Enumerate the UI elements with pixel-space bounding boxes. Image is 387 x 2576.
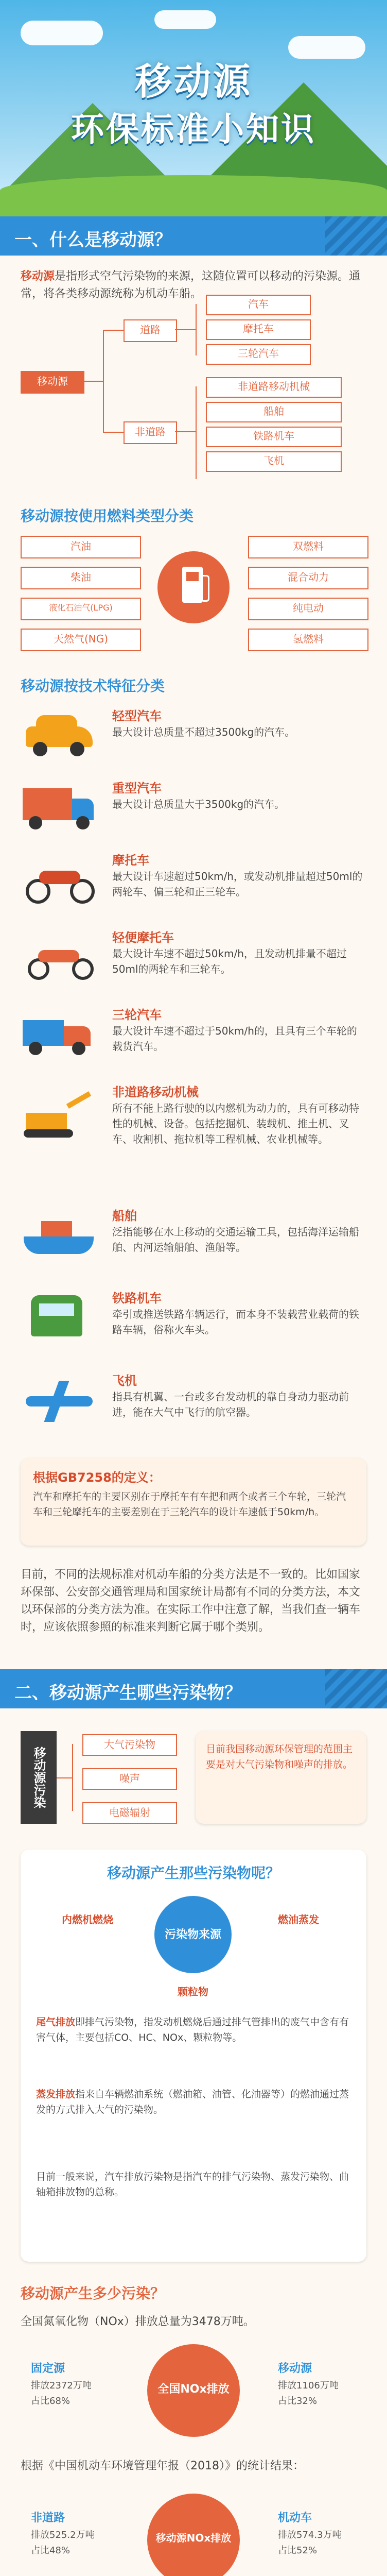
classification-note: 目前，不同的法规标准对机动车船的分类方法是不一致的。比如国家环保部、公安部交通管理局和国家统计局都有不同的分类方法，本文以环保部的分类方法为准。在实际工作中注意了解，当我们查一辆车时，应该依照参照的标准来判断它属于哪个类别。 bbox=[21, 1568, 361, 1634]
kind-item: 噪声 bbox=[82, 1768, 177, 1790]
fuel-left: 汽油 bbox=[21, 536, 141, 558]
vehicle-name: 飞机 bbox=[112, 1374, 137, 1388]
stripe-decoration bbox=[325, 1669, 387, 1708]
intro-bold: 移动源 bbox=[21, 270, 55, 283]
vehicle-ship bbox=[21, 1206, 366, 1278]
car-icon bbox=[21, 706, 98, 762]
locomotive-icon bbox=[21, 1288, 98, 1345]
section-number: 二、 bbox=[14, 1683, 49, 1703]
fuel-left: 液化石油气(LPG) bbox=[21, 598, 141, 620]
tree-branch-nonroad: 非道路 bbox=[124, 421, 177, 444]
source-center bbox=[154, 1896, 232, 1973]
yearbook-note: 根据《中国机动车环境管理年报（2018）》的统计结果： bbox=[21, 2460, 304, 2472]
fuel-right: 混合动力 bbox=[248, 567, 368, 589]
center-label: 全国NOx排放 bbox=[157, 2383, 230, 2396]
vehicle-tricycle bbox=[21, 1005, 366, 1066]
stat-pct: 占比52% bbox=[278, 2545, 318, 2556]
tree-line bbox=[175, 431, 196, 432]
vehicle-name: 重型汽车 bbox=[112, 781, 162, 795]
tree-leaf: 船舶 bbox=[206, 402, 342, 422]
kinds-note bbox=[196, 1731, 366, 1824]
section-2-header bbox=[0, 1669, 387, 1708]
section-2-title bbox=[14, 1679, 242, 1704]
tree-leaf: 飞机 bbox=[206, 451, 342, 472]
vehicle-name: 非道路移动机械 bbox=[112, 1085, 199, 1099]
cloud-icon bbox=[154, 10, 216, 29]
tree-line bbox=[196, 386, 197, 479]
vehicle-plane bbox=[21, 1370, 366, 1443]
nox-center-circle bbox=[147, 2344, 240, 2437]
stat-val: 排放574.3万吨 bbox=[278, 2530, 342, 2540]
nox-center-circle bbox=[147, 2494, 240, 2576]
fuel-right: 氢燃料 bbox=[248, 629, 368, 651]
stat-pct: 占比68% bbox=[31, 2396, 71, 2406]
hero-banner bbox=[0, 0, 387, 216]
exhaust-title: 尾气排放 bbox=[36, 2016, 76, 2028]
truck-icon bbox=[21, 778, 98, 835]
note-text: 汽车和摩托车的主要区别在于摩托车有车把和两个或者三个车轮，三轮汽车和三轮摩托车的主要差别在于三轮汽车的设计车速低于50km/h。 bbox=[33, 1491, 346, 1518]
vehicle-desc: 牵引或推送铁路车辆运行，而本身不装载营业载荷的铁路车辆，俗称火车头。 bbox=[112, 1308, 359, 1336]
stat-label: 机动车 bbox=[278, 2512, 312, 2524]
stat-label: 移动源 bbox=[278, 2362, 312, 2375]
vehicle-desc: 指具有机翼、一台或多台发动机的靠自身动力驱动前进，能在大气中飞行的航空器。 bbox=[112, 1391, 349, 1418]
vehicle-name: 三轮汽车 bbox=[112, 1008, 162, 1022]
stat-val: 排放1106万吨 bbox=[278, 2380, 339, 2391]
tree-leaf: 非道路移动机械 bbox=[206, 377, 342, 398]
source-label: 颗粒物 bbox=[178, 1986, 208, 1998]
kind-item: 大气污染物 bbox=[82, 1734, 177, 1756]
nox-lead: 全国氮氧化物（NOx）排放总量为3478万吨。 bbox=[21, 2315, 255, 2328]
tree-leaf: 铁路机车 bbox=[206, 427, 342, 447]
kind-item: 电磁辐射 bbox=[82, 1802, 177, 1824]
vehicle-desc: 最大设计车速不超过于50km/h的，且具有三个车轮的载货汽车。 bbox=[112, 1025, 357, 1053]
tree-line bbox=[196, 304, 197, 355]
tree-line bbox=[82, 381, 103, 382]
vehicle-non-road-machine bbox=[21, 1082, 366, 1195]
fuel-left: 天然气(NG) bbox=[21, 629, 141, 651]
source-label: 燃油蒸发 bbox=[278, 1913, 319, 1926]
exhaust-text: 即排气污染物，指发动机燃烧后通过排气管排出的废气中含有有害气体，主要包括CO、HC、NOx、颗粒物等。 bbox=[36, 2016, 349, 2043]
vehicle-name: 船舶 bbox=[112, 1209, 137, 1223]
stat-label: 非道路 bbox=[31, 2512, 65, 2524]
section-title-text: 移动源产生哪些污染物？ bbox=[49, 1683, 242, 1703]
tech-section-title: 移动源按技术特征分类 bbox=[21, 677, 165, 694]
tree-branch-road: 道路 bbox=[124, 319, 177, 342]
excavator-icon bbox=[21, 1082, 98, 1139]
kinds-label: 移动源污染 bbox=[21, 1731, 57, 1824]
plane-icon bbox=[21, 1370, 98, 1427]
section-1-intro bbox=[21, 268, 366, 303]
fuel-right: 纯电动 bbox=[248, 598, 368, 620]
tree-leaf: 三轮汽车 bbox=[206, 344, 311, 365]
definition-note bbox=[21, 1458, 366, 1546]
section-number: 一、 bbox=[14, 230, 49, 250]
vehicle-name: 摩托车 bbox=[112, 853, 149, 868]
tree-line bbox=[103, 330, 124, 331]
hero-title-line1: 移动源 bbox=[134, 60, 252, 103]
stat-val: 排放525.2万吨 bbox=[31, 2530, 95, 2540]
evap-title: 蒸发排放 bbox=[36, 2089, 76, 2100]
stat-pct: 占比32% bbox=[278, 2396, 318, 2406]
pollutant-source-card bbox=[21, 1850, 366, 2262]
vehicle-light-car bbox=[21, 706, 366, 768]
tree-leaf: 汽车 bbox=[206, 295, 311, 315]
source-label: 内燃机燃烧 bbox=[62, 1913, 113, 1926]
exhaust-block bbox=[36, 2014, 351, 2045]
vehicle-desc: 泛指能够在水上移动的交通运输工具，包括海洋运输船舶、内河运输船舶、渔船等。 bbox=[112, 1226, 359, 1253]
tree-line bbox=[103, 432, 124, 433]
vehicle-name: 铁路机车 bbox=[112, 1291, 162, 1306]
vehicle-motorcycle bbox=[21, 850, 366, 912]
evap-text: 指来自车辆燃油系统（燃油箱、油管、化油器等）的燃油通过蒸发的方式排入大气的污染物。 bbox=[36, 2089, 349, 2115]
center-label: 污染物来源 bbox=[164, 1928, 221, 1941]
fuel-pump-icon bbox=[157, 551, 230, 623]
stat-val: 排放2372万吨 bbox=[31, 2380, 92, 2391]
tree-line bbox=[72, 1744, 73, 1811]
tree-line bbox=[57, 1777, 72, 1778]
vehicle-heavy-truck bbox=[21, 778, 366, 840]
motorcycle-icon bbox=[21, 850, 98, 907]
section-1-title bbox=[14, 226, 172, 251]
fuel-right: 双燃料 bbox=[248, 536, 368, 558]
kinds-note-text: 目前我国移动源环保管理的范围主要是对大气污染物和噪声的排放。 bbox=[206, 1743, 353, 1770]
section-title-text: 什么是移动源？ bbox=[49, 230, 172, 250]
intro-text: 是指形式空气污染物的来源，这随位置可以移动的污染源。通常，将各类移动源统称为机动车船。 bbox=[21, 270, 361, 300]
tree-line bbox=[175, 329, 196, 330]
section-3-title: 移动源产生多少污染？ bbox=[21, 2285, 165, 2302]
vehicle-desc: 最大设计车速超过50km/h，或发动机排量超过50ml的两轮车、偏三轮和正三轮车。 bbox=[112, 870, 363, 898]
vehicle-desc: 最大设计总质量大于3500kg的汽车。 bbox=[112, 798, 285, 810]
tree-leaf: 摩托车 bbox=[206, 319, 311, 340]
which-title: 移动源产生那些污染物呢？ bbox=[107, 1865, 280, 1882]
tree-line bbox=[103, 330, 104, 433]
stripe-decoration bbox=[325, 216, 387, 256]
hero-title-line2: 环保标准小知识 bbox=[71, 111, 316, 149]
vehicle-name: 轻型汽车 bbox=[112, 709, 162, 723]
vehicle-desc: 最大设计总质量不超过3500kg的汽车。 bbox=[112, 726, 295, 738]
grass-strip bbox=[0, 175, 387, 216]
summary-text: 目前一般来说，汽车排放污染物是指汽车的排气污染物、蒸发污染物、曲轴箱排放物的总称。 bbox=[36, 2171, 349, 2198]
vehicle-desc: 最大设计车速不超过50km/h，且发动机排量不超过50ml的两轮车和三轮车。 bbox=[112, 947, 347, 975]
evap-block bbox=[36, 2087, 351, 2117]
moped-icon bbox=[21, 927, 98, 984]
note-title: 根据GB7258的定义： bbox=[33, 1470, 161, 1485]
vehicle-moped bbox=[21, 927, 366, 989]
fuel-section-title: 移动源按使用燃料类型分类 bbox=[21, 507, 194, 524]
tricycle-icon bbox=[21, 1005, 98, 1061]
fuel-left: 柴油 bbox=[21, 567, 141, 589]
center-label: 移动源NOx排放 bbox=[155, 2532, 232, 2544]
cloud-icon bbox=[21, 21, 103, 45]
vehicle-locomotive bbox=[21, 1288, 366, 1360]
vehicle-name: 轻便摩托车 bbox=[112, 930, 174, 945]
tree-root: 移动源 bbox=[21, 371, 84, 394]
ship-icon bbox=[21, 1206, 98, 1262]
section-1-header bbox=[0, 216, 387, 256]
stat-label: 固定源 bbox=[31, 2362, 65, 2375]
stat-pct: 占比48% bbox=[31, 2545, 71, 2556]
vehicle-desc: 所有不能上路行驶的以内燃机为动力的，具有可移动特性的机械、设备。包括挖掘机、装载机、推土机、叉车、收割机、拖拉机等工程机械、农业机械等。 bbox=[112, 1102, 359, 1145]
